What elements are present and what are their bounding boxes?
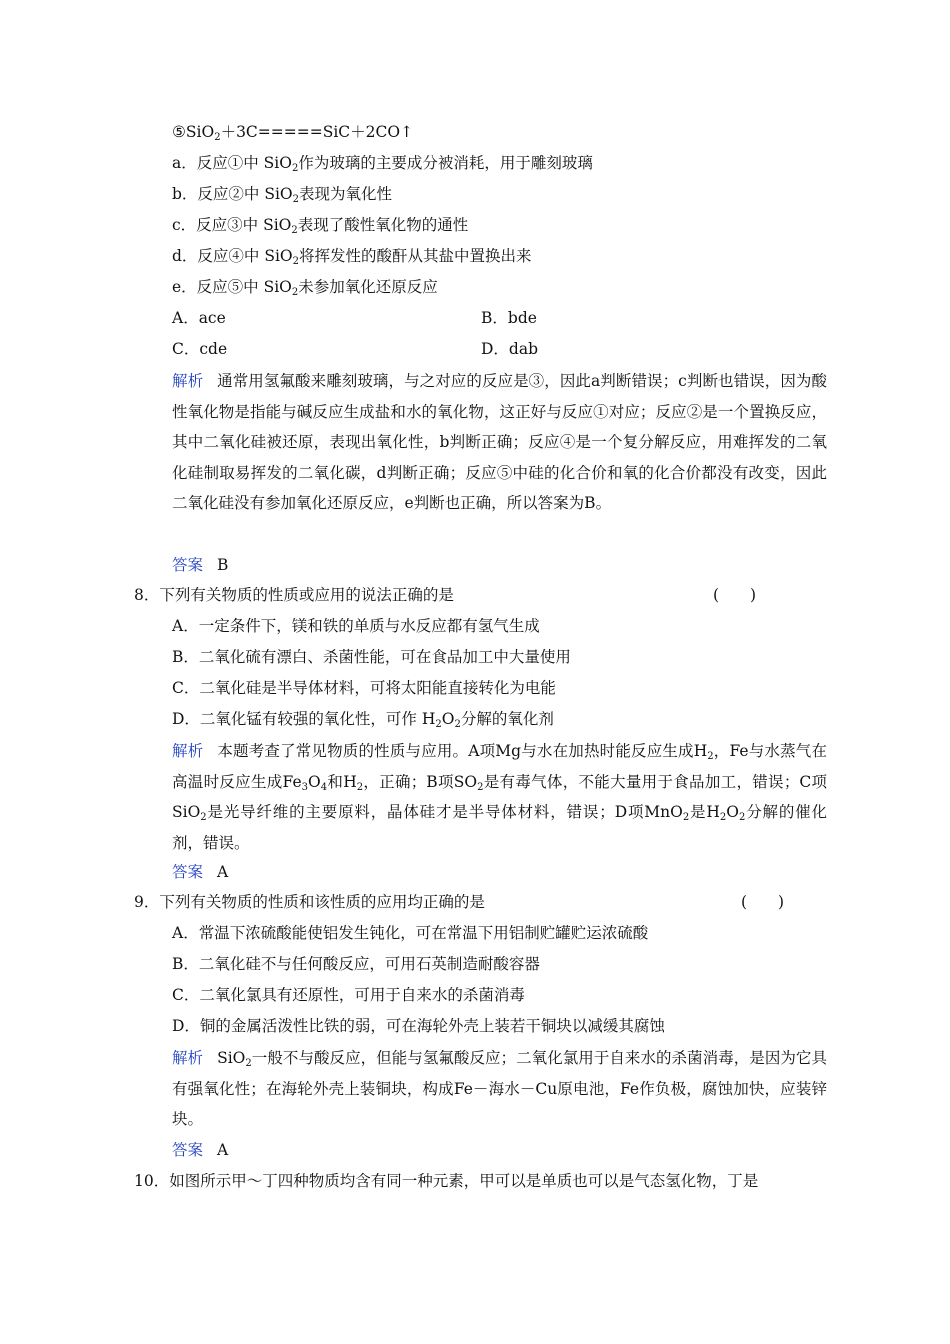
q7-option-b: B．bde [481,309,537,327]
q8-stem: 8．下列有关物质的性质或应用的说法正确的是 [134,586,454,604]
q9-analysis: 解析 SiO$_2$一般不与酸反应，但能与氢氟酸反应；二氧化氯用于自来水的杀菌消毒，是因为它具有强氧化性；在海轮外壳上装铜块，构成Fe－海水－Cu原电池，Fe作负极，腐蚀加快，应装锌块。 [172,1049,827,1128]
statement-a: a．反应①中 SiO$_2$作为玻璃的主要成分被消耗，用于雕刻玻璃 [172,154,593,174]
q7-option-c: C．cde [172,340,228,358]
q10-stem: 10．如图所示甲～丁四种物质均含有同一种元素，甲可以是单质也可以是气态氢化物，丁是 [134,1172,759,1190]
statement-d: d．反应④中 SiO$_2$将挥发性的酸酐从其盐中置换出来 [172,247,532,267]
q9-answer: 答案 A [172,1141,229,1159]
q8-answer: 答案 A [172,863,229,881]
q8-analysis: 解析 本题考查了常见物质的性质与应用。A项Mg与水在加热时能反应生成$H_2$，Fe与水蒸气在高温时反应生成$Fe_3O_4$和$H_2$，正确；B项$SO_2$是有毒气体，不能大量用于食品加工，错误；C项SiO$_2$是光导纤维的主要原料，晶体硅才是半导体材料，错误；D项MnO$_2$是$H_2O_2$分解的催化剂，错误。 [172,742,827,852]
q9-option-a: A．常温下浓硫酸能使铝发生钝化，可在常温下用铝制贮罐贮运浓硫酸 [172,924,649,942]
q7-option-a: A．ace [172,309,226,327]
q8-option-d: D．二氧化锰有较强的氧化性，可作 $H_2O_2$分解的氧化剂 [172,710,554,730]
answer-label: 答案 [172,863,204,881]
q7-options-row1 [172,307,226,329]
analysis-label: 解析 [172,372,204,390]
answer-label: 答案 [172,1141,204,1159]
statement-c: c．反应③中 SiO$_2$表现了酸性氧化物的通性 [172,216,469,236]
q7-analysis: 解析 通常用氢氟酸来雕刻玻璃，与之对应的反应是③，因此a判断错误；c判断也错误，因为酸性氧化物是指能与碱反应生成盐和水的氧化物，这正好与反应①对应；反应②是一个置换反应，其中二氧化硅被还原，表现出氧化性，b判断正确；反应④是一个复分解反应，用难挥发的二氧化硅制取易挥发的二氧化碳，d判断正确；反应⑤中硅的化合价和氧的化合价都没有改变，因此二氧化硅没有参加氧化还原反应，e判断也正确，所以答案为B。 [172,372,827,512]
q9-answer-paren: ( ) [741,893,785,911]
analysis-label: 解析 [172,1049,204,1067]
statement-b: b．反应②中 SiO$_2$表现为氧化性 [172,185,393,205]
statement-e: e．反应⑤中 SiO$_2$未参加氧化还原反应 [172,278,438,298]
q8-option-a: A．一定条件下，镁和铁的单质与水反应都有氢气生成 [172,617,540,635]
q7-option-d: D．dab [481,340,539,358]
q9-option-d: D．铜的金属活泼性比铁的弱，可在海轮外壳上装若干铜块以减缓其腐蚀 [172,1017,665,1035]
reaction-5: ⑤SiO$_2$＋3C=====SiC＋2CO↑ [172,123,414,143]
q8-option-b: B．二氧化硫有漂白、杀菌性能，可在食品加工中大量使用 [172,648,571,666]
q7-answer: 答案 B [172,556,229,574]
q9-stem: 9．下列有关物质的性质和该性质的应用均正确的是 [134,893,485,911]
q8-answer-paren: ( ) [713,586,757,604]
q9-option-b: B．二氧化硅不与任何酸反应，可用石英制造耐酸容器 [172,955,540,973]
q9-option-c: C．二氧化氯具有还原性，可用于自来水的杀菌消毒 [172,986,525,1004]
answer-label: 答案 [172,556,204,574]
analysis-label: 解析 [172,742,204,760]
q8-option-c: C．二氧化硅是半导体材料，可将太阳能直接转化为电能 [172,679,556,697]
